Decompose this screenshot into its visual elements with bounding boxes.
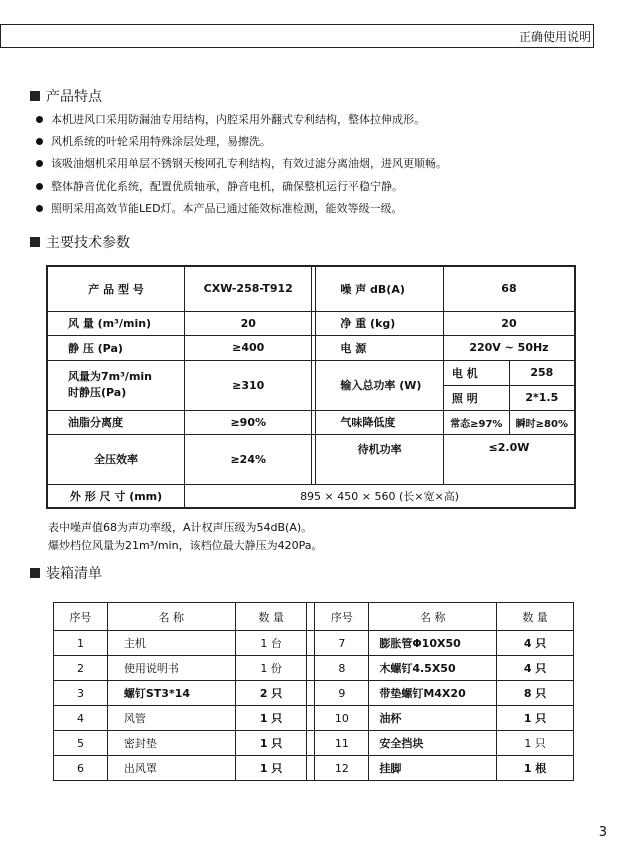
motor-label: 电 机 bbox=[443, 360, 509, 385]
col-name-header: 名 称 bbox=[107, 603, 235, 631]
bullet-icon bbox=[36, 138, 43, 145]
col-no-header: 序号 bbox=[315, 603, 369, 631]
features-heading: 产品特点 bbox=[30, 86, 102, 106]
oil-sep-label: 油脂分离度 bbox=[47, 410, 185, 434]
full-eff-label: 全压效率 bbox=[47, 434, 185, 484]
full-eff-value: ≥24% bbox=[185, 434, 312, 484]
note-line: 爆炒档位风量为21m³/min，该档位最大静压为420Pa。 bbox=[48, 539, 323, 552]
weight-value: 20 bbox=[443, 311, 575, 335]
odor-label: 气味降低度 bbox=[316, 410, 444, 434]
page-number: 3 bbox=[598, 825, 607, 840]
motor-value: 258 bbox=[509, 360, 575, 385]
standby-value: ≤2.0W bbox=[443, 434, 575, 484]
table-row: 2 使用说明书 1 份 8 木螺钉4.5X50 4 只 bbox=[54, 656, 574, 681]
odor-normal: 常态≥97% bbox=[443, 410, 509, 434]
col-qty-header: 数 量 bbox=[235, 603, 307, 631]
square-bullet-icon bbox=[30, 568, 40, 578]
specs-table bbox=[46, 265, 576, 509]
bullet-icon bbox=[36, 160, 43, 167]
weight-label: 净 重 (kg) bbox=[316, 311, 444, 335]
airflow-value: 20 bbox=[185, 311, 312, 335]
light-value: 2*1.5 bbox=[509, 385, 575, 410]
table-row: 5 密封垫 1 只 11 安全挡块 1 只 bbox=[54, 731, 574, 756]
power-label: 电 源 bbox=[316, 335, 444, 360]
note-line: 表中噪声值68为声功率级，A计权声压级为54dB(A)。 bbox=[48, 521, 313, 534]
table-row: 6 出风罩 1 只 12 挂脚 1 根 bbox=[54, 756, 574, 781]
feature-item: 照明采用高效节能LED灯。本产品已通过能效标准检测，能效等级一级。 bbox=[36, 200, 403, 216]
bullet-icon bbox=[36, 205, 43, 212]
dim-value: 895 × 450 × 560 (长×宽×高) bbox=[185, 484, 575, 508]
square-bullet-icon bbox=[30, 237, 40, 247]
feature-item: 整体静音优化系统，配置优质轴承，静音电机，确保整机运行平稳宁静。 bbox=[36, 178, 403, 194]
airflow-label: 风 量 (m³/min) bbox=[47, 311, 185, 335]
flow-pressure-label: 风量为7m³/min 时静压(Pa) bbox=[47, 360, 185, 410]
feature-item: 本机进风口采用防漏油专用结构，内腔采用外翻式专利结构，整体拉伸成形。 bbox=[36, 111, 425, 127]
dim-label: 外 形 尺 寸 (mm) bbox=[47, 484, 185, 508]
noise-value: 68 bbox=[443, 266, 575, 311]
table-row: 3 螺钉ST3*14 2 只 9 带垫螺钉M4X20 8 只 bbox=[54, 681, 574, 706]
odor-quick: 瞬时≥80% bbox=[509, 410, 575, 434]
flow-pressure-value: ≥310 bbox=[185, 360, 312, 410]
bullet-icon bbox=[36, 183, 43, 190]
model-label: 产 品 型 号 bbox=[47, 266, 185, 311]
table-row: 4 风管 1 只 10 油杯 1 只 bbox=[54, 706, 574, 731]
light-label: 照 明 bbox=[443, 385, 509, 410]
standby-label: 待机功率 bbox=[316, 434, 444, 484]
square-bullet-icon bbox=[30, 91, 40, 101]
packing-table bbox=[53, 602, 574, 781]
packing-heading: 装箱清单 bbox=[30, 563, 102, 583]
oil-sep-value: ≥90% bbox=[185, 410, 312, 434]
col-no-header: 序号 bbox=[54, 603, 108, 631]
pressure-value: ≥400 bbox=[185, 335, 312, 360]
feature-item: 风机系统的叶轮采用特殊涂层处理，易擦洗。 bbox=[36, 133, 271, 149]
model-value: CXW-258-T912 bbox=[185, 266, 312, 311]
pressure-label: 静 压 (Pa) bbox=[47, 335, 185, 360]
col-name-header: 名 称 bbox=[369, 603, 497, 631]
noise-label: 噪 声 dB(A) bbox=[316, 266, 444, 311]
header-title: 正确使用说明 bbox=[518, 30, 591, 44]
input-power-label: 输入总功率 (W) bbox=[316, 360, 444, 410]
power-value: 220V ~ 50Hz bbox=[443, 335, 575, 360]
col-qty-header: 数 量 bbox=[497, 603, 574, 631]
feature-item: 该吸油烟机采用单层不锈钢天梭网孔专利结构，有效过滤分离油烟，进风更顺畅。 bbox=[36, 155, 447, 171]
header-box bbox=[0, 24, 594, 48]
specs-heading: 主要技术参数 bbox=[30, 232, 130, 252]
table-row: 1 主机 1 台 7 膨胀管Φ10X50 4 只 bbox=[54, 631, 574, 656]
bullet-icon bbox=[36, 116, 43, 123]
